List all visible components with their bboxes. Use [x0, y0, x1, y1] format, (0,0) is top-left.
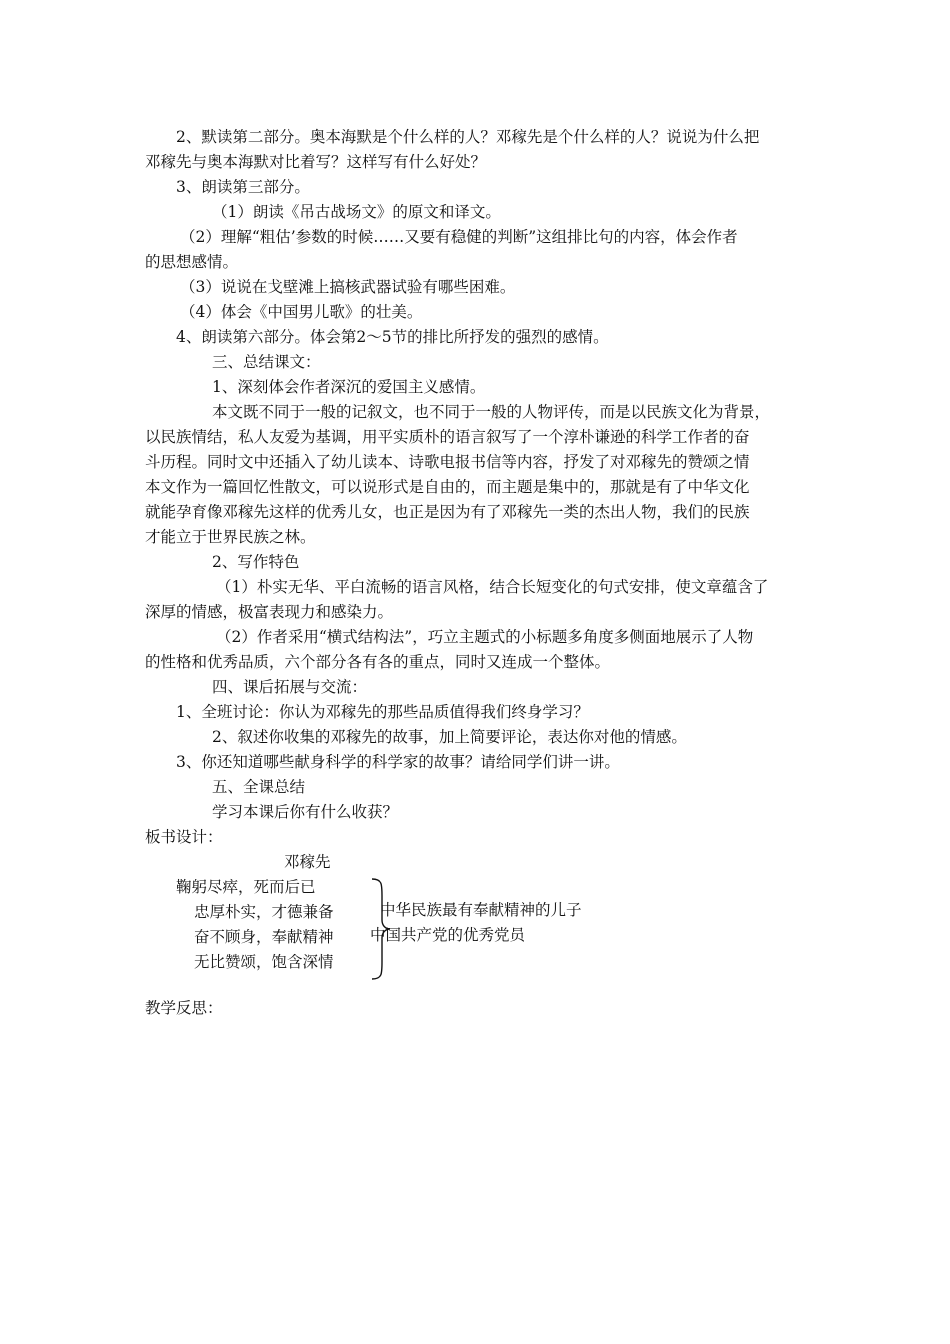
text-line: （1）朴实无华、平白流畅的语言风格，结合长短变化的句式安排，使文章蕴含了 [216, 578, 769, 596]
text-line: 1、深刻体会作者深沉的爱国主义感情。 [212, 378, 486, 396]
section-heading: 三、总结课文： [212, 353, 321, 371]
section-heading: 四、课后拓展与交流： [212, 678, 368, 696]
text-line: 本文作为一篇回忆性散文，可以说形式是自由的，而主题是集中的，那就是有了中华文化 [145, 478, 750, 496]
board-right-item: 中华民族最有奉献精神的儿子 [380, 901, 582, 919]
text-line: 3、你还知道哪些献身科学的科学家的故事？请给同学们讲一讲。 [176, 753, 620, 771]
text-line: 的思想感情。 [145, 253, 239, 271]
text-line: （2）理解“粗估’参数的时候……又要有稳健的判断”这组排比句的内容，体会作者 [180, 228, 738, 246]
text-line: 2、默读第二部分。奥本海默是个什么样的人？邓稼先是个什么样的人？说说为什么把 [176, 128, 760, 146]
text-line: 1、全班讨论：你认为邓稼先的那些品质值得我们终身学习？ [176, 703, 589, 721]
reflection-label: 教学反思： [145, 999, 223, 1017]
board-left-item: 忠厚朴实，才德兼备 [194, 903, 334, 921]
text-line: 3、朗读第三部分。 [176, 178, 310, 196]
board-left-item: 奋不顾身，奉献精神 [194, 928, 334, 946]
text-line: 本文既不同于一般的记叙文，也不同于一般的人物评传，而是以民族文化为背景， [212, 403, 771, 421]
text-line: 深厚的情感，极富表现力和感染力。 [145, 603, 394, 621]
text-line: 以民族情结，私人友爱为基调，用平实质朴的语言叙写了一个淳朴谦逊的科学工作者的奋 [145, 428, 750, 446]
text-line: （2）作者采用“横式结构法”，巧立主题式的小标题多角度多侧面地展示了人物 [216, 628, 754, 646]
text-line: 斗历程。同时文中还插入了幼儿读本、诗歌电报书信等内容，抒发了对邓稼先的赞颂之情 [145, 453, 750, 471]
text-line: 就能孕育像邓稼先这样的优秀儿女，也正是因为有了邓稼先一类的杰出人物，我们的民族 [145, 503, 750, 521]
board-design-label: 板书设计： [145, 828, 223, 846]
text-line: 4、朗读第六部分。体会第2～5节的排比所抒发的强烈的感情。 [176, 328, 609, 346]
board-left-item: 鞠躬尽瘁，死而后已 [176, 878, 316, 896]
section-heading: 五、全课总结 [212, 778, 306, 796]
text-line: （1）朗读《吊古战场文》的原文和译文。 [212, 203, 501, 221]
board-right-item: 中国共产党的优秀党员 [370, 926, 526, 944]
text-line: （4）体会《中国男儿歌》的壮美。 [180, 303, 423, 321]
board-title: 邓稼先 [284, 853, 331, 871]
text-line: 学习本课后你有什么收获？ [212, 803, 399, 821]
text-line: 才能立于世界民族之林。 [145, 528, 316, 546]
text-line: 邓稼先与奥本海默对比着写？这样写有什么好处？ [145, 153, 487, 171]
board-left-item: 无比赞颂，饱含深情 [194, 953, 334, 971]
text-line: 2、写作特色 [212, 553, 300, 571]
text-line: 2、叙述你收集的邓稼先的故事，加上简要评论，表达你对他的情感。 [212, 728, 687, 746]
text-line: （3）说说在戈壁滩上搞核武器试验有哪些困难。 [180, 278, 516, 296]
text-line: 的性格和优秀品质，六个部分各有各的重点，同时又连成一个整体。 [145, 653, 611, 671]
